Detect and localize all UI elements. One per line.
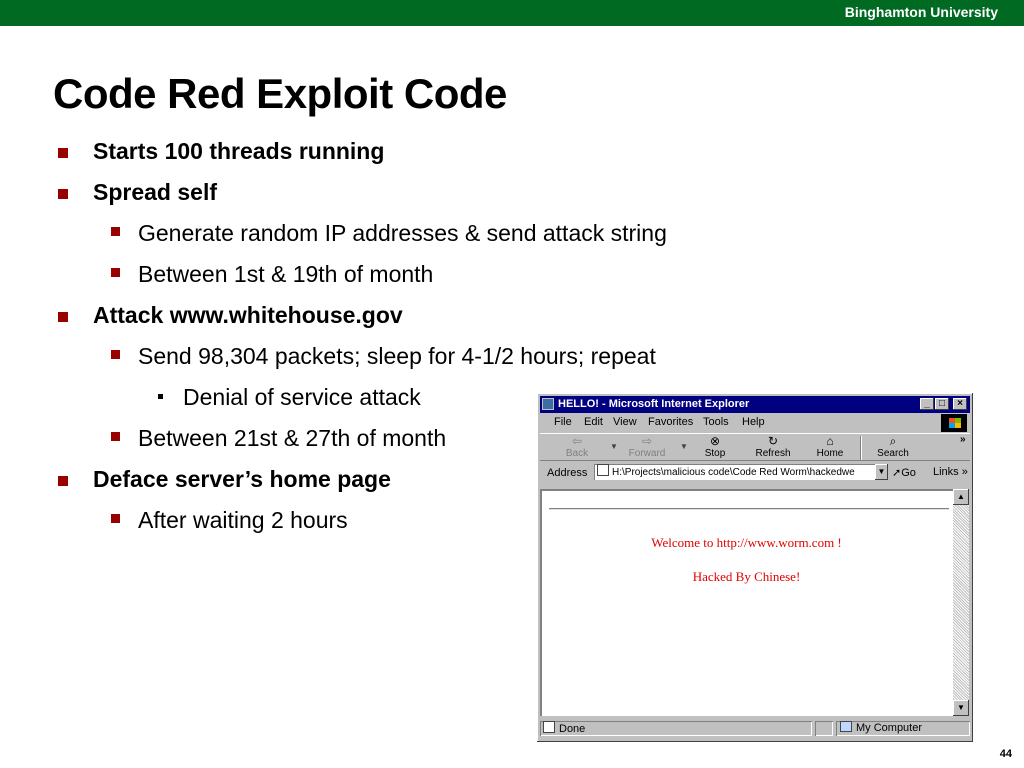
toolbar-separator [860,436,862,460]
bullet-marker [58,189,68,199]
address-value: H:\Projects\malicious code\Code Red Worm\hackedwe [612,467,855,478]
status-bar [540,720,970,738]
links-button[interactable]: Links » [933,466,968,478]
sub-bullet-marker [111,350,120,359]
go-arrow-icon: ➚ [892,467,902,479]
menu-view[interactable]: View [613,416,637,428]
search-label: Search [877,448,909,459]
address-bar [540,461,970,485]
bullet-marker [58,476,68,486]
back-label: Back [565,448,589,459]
back-button[interactable] [552,434,602,460]
address-input[interactable] [594,464,877,480]
browser-title-bar [540,396,970,413]
sub-sub-bullet-item: Denial of service attack [183,384,421,410]
page-content [540,489,953,716]
status-done-panel: Done [540,721,812,736]
sub-bullet-marker [111,268,120,277]
maximize-button[interactable]: □ [935,398,949,410]
sub-bullet-marker [111,227,120,236]
home-icon: ⌂ [826,434,834,448]
browser-window [537,393,973,742]
bullet-marker [58,312,68,322]
menu-favorites[interactable]: Favorites [648,416,694,428]
address-dropdown-icon[interactable]: ▼ [875,464,888,480]
bullet-item: Attack www.whitehouse.gov [93,302,403,328]
sub-bullet-marker [111,432,120,441]
browser-title: HELLO! - Microsoft Internet Explorer [558,398,750,410]
stop-label: Stop [704,448,726,459]
slide-title: Code Red Exploit Code [53,70,507,117]
horizontal-rule [549,508,949,510]
search-icon: ⌕ [889,434,897,448]
vertical-scrollbar[interactable] [953,489,969,716]
address-label: Address [547,467,588,479]
page-icon [597,464,609,476]
forward-arrow-icon: ⇨ [641,434,653,448]
bullet-item: Spread self [93,179,217,205]
back-dropdown-icon[interactable]: ▼ [610,442,618,451]
status-zone-panel: My Computer [836,721,970,736]
minimize-button[interactable]: _ [920,398,934,410]
sub-bullet-item: Generate random IP addresses & send attack string [138,220,667,246]
windows-logo-icon [941,414,967,432]
sub-bullet-item: After waiting 2 hours [138,507,348,533]
menu-edit[interactable]: Edit [584,416,603,428]
scroll-up-icon[interactable]: ▲ [953,489,969,505]
bullet-item: Deface server’s home page [93,466,391,492]
menu-tools[interactable]: Tools [703,416,729,428]
go-button[interactable]: ➚Go [892,467,916,479]
page-number: 44 [999,748,1012,760]
menu-file[interactable]: File [554,416,572,428]
page-hacked-text: Hacked By Chinese! [692,569,801,584]
home-button[interactable] [805,434,855,460]
scroll-down-icon[interactable]: ▼ [953,700,969,716]
university-name: Binghamton University [844,4,998,20]
forward-dropdown-icon[interactable]: ▼ [680,442,688,451]
close-button[interactable]: × [953,398,967,410]
ie-icon [542,398,554,410]
sub-sub-bullet-marker [158,394,163,399]
refresh-button[interactable] [748,434,798,460]
sub-bullet-marker [111,514,120,523]
refresh-icon: ↻ [767,434,779,448]
sub-bullet-item: Send 98,304 packets; sleep for 4-1/2 hours; repeat [138,343,656,369]
forward-label: Forward [628,448,666,459]
menu-help[interactable]: Help [742,416,765,428]
page-done-icon [543,721,555,733]
menu-bar [540,414,970,432]
forward-button[interactable] [622,434,672,460]
toolbar-overflow-icon[interactable]: » [960,434,966,445]
page-welcome-text: Welcome to http://www.worm.com ! [651,535,842,550]
home-label: Home [816,448,844,459]
header-bar [0,0,1024,26]
stop-button[interactable] [690,434,740,460]
sub-bullet-item: Between 1st & 19th of month [138,261,434,287]
bullet-marker [58,148,68,158]
stop-icon: ⊗ [709,434,721,448]
back-arrow-icon: ⇦ [571,434,583,448]
refresh-label: Refresh [755,448,791,459]
computer-icon [840,721,852,732]
toolbar [540,433,970,461]
bullet-item: Starts 100 threads running [93,138,385,164]
sub-bullet-item: Between 21st & 27th of month [138,425,447,451]
search-button[interactable] [868,434,918,460]
status-panel [815,721,833,736]
